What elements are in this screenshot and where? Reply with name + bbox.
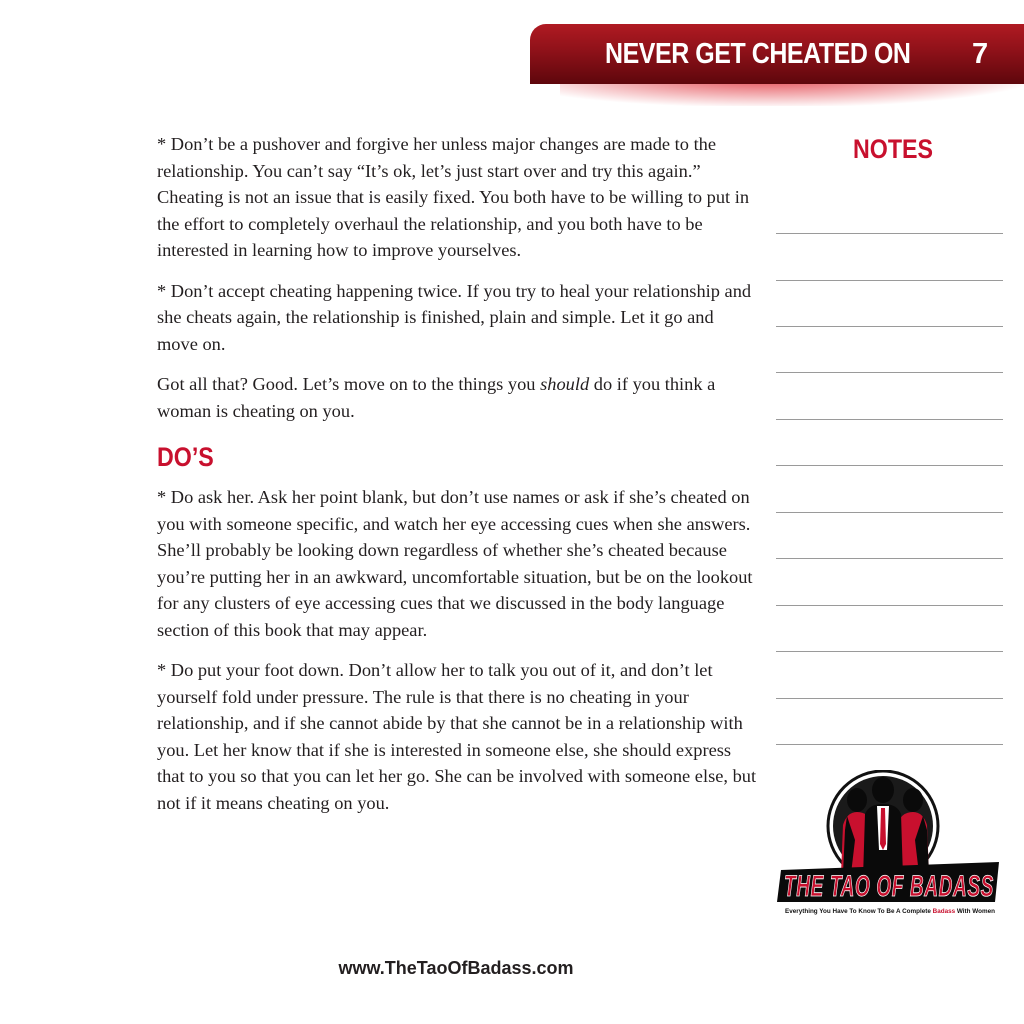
note-line	[776, 744, 1003, 745]
tao-of-badass-logo	[777, 770, 1003, 920]
paragraph-transition	[157, 371, 757, 424]
note-line	[776, 651, 1003, 652]
logo-tagline	[785, 908, 995, 915]
paragraph-dont-be-pushover: * Don’t be a pushover and forgive her unless major changes are made to the relationship. You can’t say “It’s ok, let’s just start over and try this again.” Cheating is not an issue that is easily fixed. You both have to be willing to put in the effort to completely overhaul the relationship, and you both have to be interested in learning how to improve yourselves.	[157, 134, 750, 260]
note-line	[776, 698, 1003, 699]
note-line	[776, 419, 1003, 420]
note-line	[776, 558, 1003, 559]
logo-tagline-start: Everything You Have To Know To Be A Complete	[785, 908, 930, 915]
note-line	[776, 465, 1003, 466]
note-line	[776, 233, 1003, 234]
emphasis-should: should	[540, 374, 590, 394]
logo-tagline-end: With Women	[955, 908, 995, 915]
paragraph-transition-start: Got all that? Good. Let’s move on to the things you	[157, 374, 541, 394]
logo-wordmark: THE TAO OF BADASS	[784, 870, 994, 903]
section-heading-dos: DO’S	[157, 442, 214, 472]
page-number: 7	[972, 38, 989, 70]
note-line	[776, 326, 1003, 327]
logo-tagline-highlight: Badass	[932, 908, 955, 915]
note-line	[776, 605, 1003, 606]
paragraph-transition-end: do if you think a woman is cheating on you.	[157, 374, 716, 421]
page-title: NEVER GET CHEATED ON	[605, 38, 911, 70]
note-line	[776, 280, 1003, 281]
note-line	[776, 512, 1003, 513]
main-content	[157, 131, 757, 830]
note-line	[776, 372, 1003, 373]
paragraph-do-ask-her: * Do ask her. Ask her point blank, but don’t use names or ask if she’s cheated on you with someone specific, and watch her eye accessing cues when she answers. She’ll probably be looking down regardless of whether she’s cheated because you’re putting her in an awkward, uncomfortable situation, but be on the lookout for any clusters of eye accessing cues that we discussed in the body language section of this book that may appear.	[157, 487, 753, 640]
notes-title: NOTES	[853, 134, 933, 164]
paragraph-dont-accept-twice: * Don’t accept cheating happening twice. If you try to heal your relationship and she cheats again, the relationship is finished, plain and simple. Let it go and move on.	[157, 280, 752, 354]
footer-url: www.TheTaoOfBadass.com	[338, 958, 574, 978]
paragraph-do-put-foot-down: * Do put your foot down. Don’t allow her to talk you out of it, and don’t let yourself fold under pressure. The rule is that there is no cheating in your relationship, and if she cannot abide by that she cannot be in a relationship with you. Let her know that if she is interested in someone else, she should express that to you so that you can let her go. She can be involved with someone else, but not if it means cheating on you.	[157, 660, 757, 813]
